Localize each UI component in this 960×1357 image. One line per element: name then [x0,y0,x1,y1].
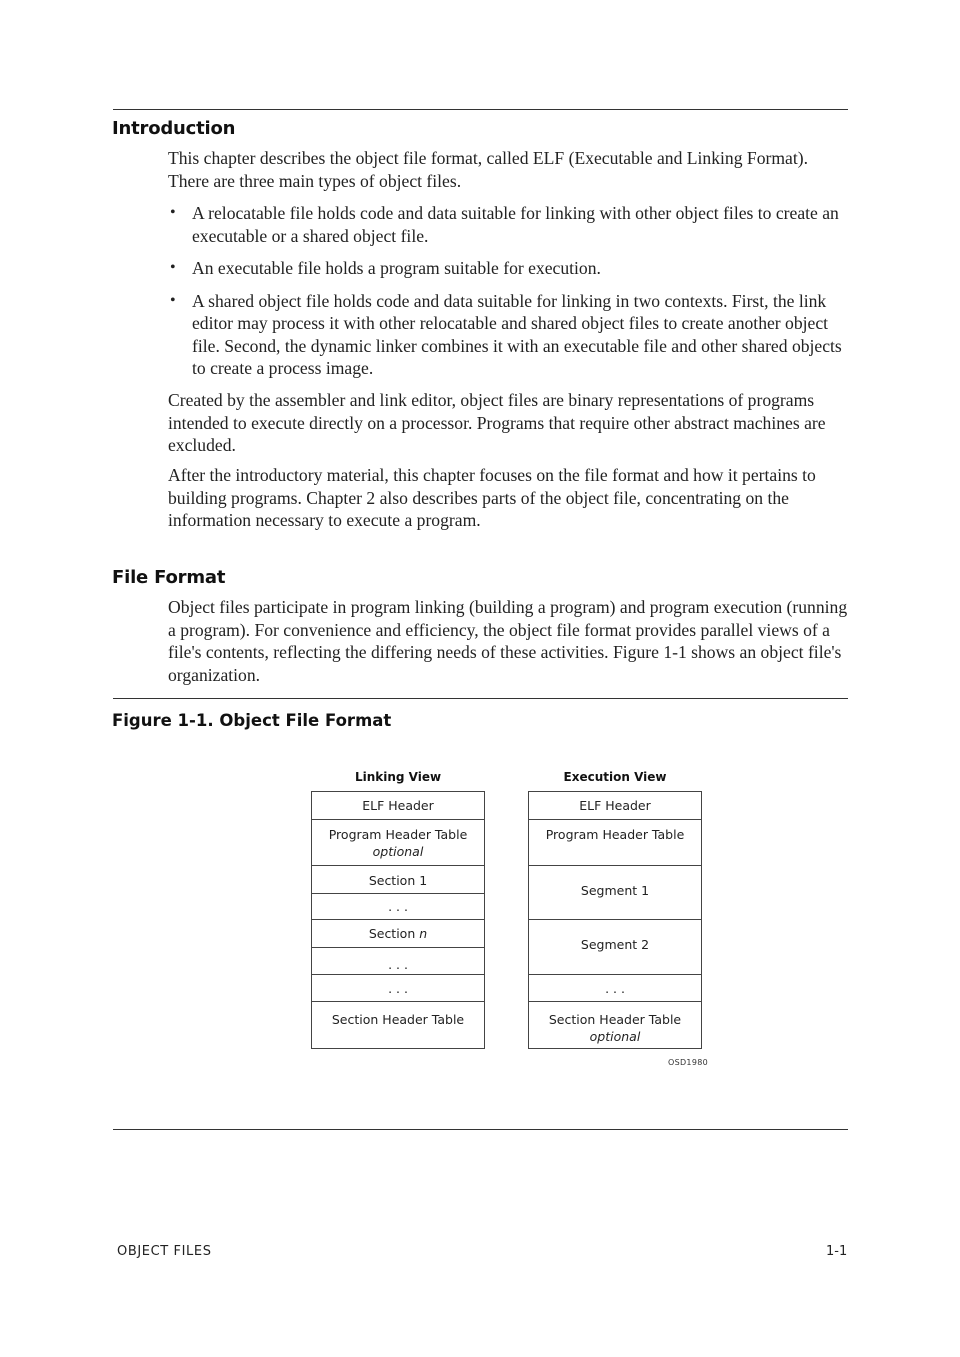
intro-paragraph-3: After the introductory material, this chapter focuses on the file format and how it pertains to building programs. Chapter 2 also describes parts of the object file, concentrating on the information necessary to execute a program. [168,465,816,530]
linking-section-header-table: Section Header Table [331,1012,465,1027]
linking-ellipsis-2: . . . [312,948,484,975]
execution-ellipsis: . . . [529,975,701,1002]
figure-caption: Figure 1-1. Object File Format [112,711,392,730]
footer-page-number: 1-1 [826,1244,848,1259]
list-item-text: An executable file holds a program suitable for execution. [192,258,601,278]
linking-elf-header: ELF Header [312,792,484,820]
list-item-text: A shared object file holds code and data suitable for linking in two contexts. First, the link editor may process it with other relocatable and shared object files to create another object file. Second, the dynamic linker combines it with an executable file and other shared objects to create a process image. [192,290,842,378]
execution-segment-1: Segment 1 [529,866,701,920]
linking-view-diagram [311,791,485,1049]
list-item-text: A relocatable file holds code and data suitable for linking with other object files to create an executable or a shared object file. [192,203,839,246]
list-item [168,257,848,280]
bullet-icon: • [170,204,176,221]
figure-id-label: OSD1980 [668,1058,708,1067]
linking-ellipsis-3: . . . [312,975,484,1002]
bullet-icon: • [170,259,176,276]
linking-ellipsis-1: . . . [312,894,484,920]
execution-section-header-table: Section Header Table optional [548,1012,682,1044]
optional-label: optional [589,1029,641,1044]
linking-section-n: Section n [312,920,484,948]
linking-section-1: Section 1 [312,866,484,894]
bullet-icon: • [170,291,176,309]
file-format-paragraph: Object files participate in program linking (building a program) and program execution (running a program). For convenience and efficiency, the object file format provides parallel views of a file's contents, reflecting the differing needs of these activities. Figure 1-1 shows an object file's organization. [168,597,848,685]
execution-view-title: Execution View [563,770,667,784]
object-file-types-list [168,202,848,390]
footer-chapter-title: OBJECT FILES [117,1244,212,1259]
linking-view-title: Linking View [354,770,442,784]
list-item [168,290,848,380]
list-item [168,202,848,247]
intro-paragraph-2: Created by the assembler and link editor, object files are binary representations of programs intended to execute directly on a processor. Programs that require other abstract machines are excluded. [168,390,826,455]
execution-program-header-table: Program Header Table [529,820,701,866]
linking-program-header-table: Program Header Table optional [312,820,484,866]
figure-top-rule [113,698,848,699]
file-format-heading: File Format [112,567,226,588]
optional-label: optional [372,844,424,859]
execution-view-diagram [528,791,702,1049]
intro-paragraph-1: This chapter describes the object file format, called ELF (Executable and Linking Format). There are three main types of object files. [168,148,808,191]
introduction-heading: Introduction [112,118,236,139]
figure-bottom-rule [113,1129,848,1130]
execution-segment-2: Segment 2 [529,920,701,975]
top-rule [113,109,848,110]
execution-elf-header: ELF Header [529,792,701,820]
